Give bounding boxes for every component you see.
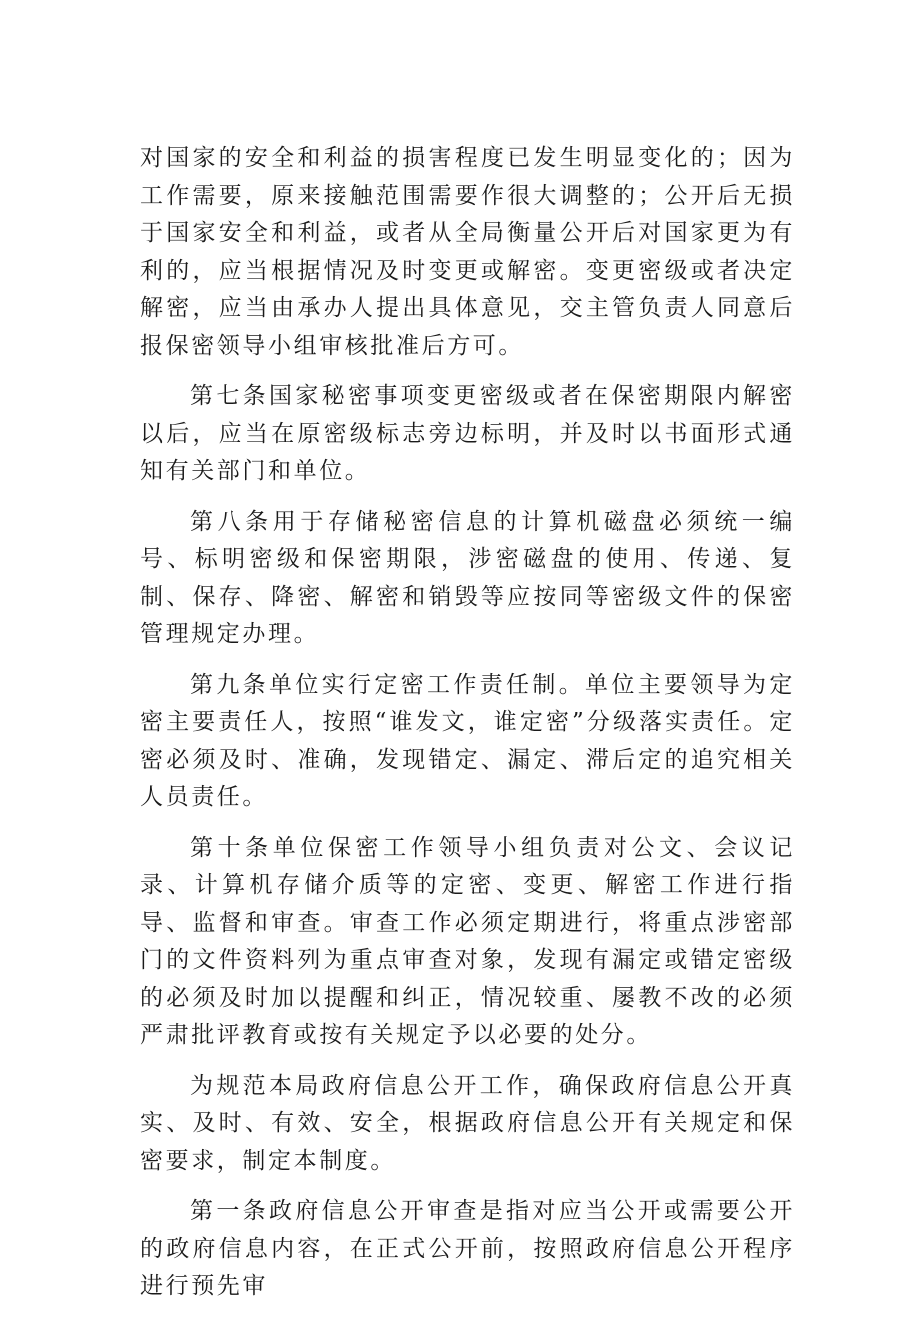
paragraph-article-9: 第九条单位实行定密工作责任制。单位主要领导为定密主要责任人，按照“谁发文，谁定密”分级落实责任。定密必须及时、准确，发现错定、漏定、滞后定的追究相关人员责任。 [140, 671, 795, 810]
paragraph-article-1: 第一条政府信息公开审查是指对应当公开或需要公开的政府信息内容，在正式公开前，按照政府信息公开程序进行预先审 [140, 1198, 795, 1299]
document-page [140, 140, 795, 1319]
paragraph-article-7: 第七条国家秘密事项变更密级或者在保密期限内解密以后，应当在原密级标志旁边标明，并及时以书面形式通知有关部门和单位。 [140, 383, 795, 484]
paragraph-article-8: 第八条用于存储秘密信息的计算机磁盘必须统一编号、标明密级和保密期限，涉密磁盘的使用、传递、复制、保存、降密、解密和销毁等应按同等密级文件的保密管理规定办理。 [140, 508, 795, 647]
paragraph-continuation: 对国家的安全和利益的损害程度已发生明显变化的；因为工作需要，原来接触范围需要作很大调整的；公开后无损于国家安全和利益，或者从全局衡量公开后对国家更为有利的，应当根据情况及时变更或解密。变更密级或者决定解密，应当由承办人提出具体意见，交主管负责人同意后报保密领导小组审核批准后方可。 [140, 145, 795, 359]
paragraph-preamble: 为规范本局政府信息公开工作，确保政府信息公开真实、及时、有效、安全，根据政府信息公开有关规定和保密要求，制定本制度。 [140, 1072, 795, 1174]
paragraph-article-10: 第十条单位保密工作领导小组负责对公文、会议记录、计算机存储介质等的定密、变更、解密工作进行指导、监督和审查。审查工作必须定期进行，将重点涉密部门的文件资料列为重点审查对象，发现有漏定或错定密级的必须及时加以提醒和纠正，情况较重、屡教不改的必须严肃批评教育或按有关规定予以必要的处分。 [140, 834, 795, 1048]
